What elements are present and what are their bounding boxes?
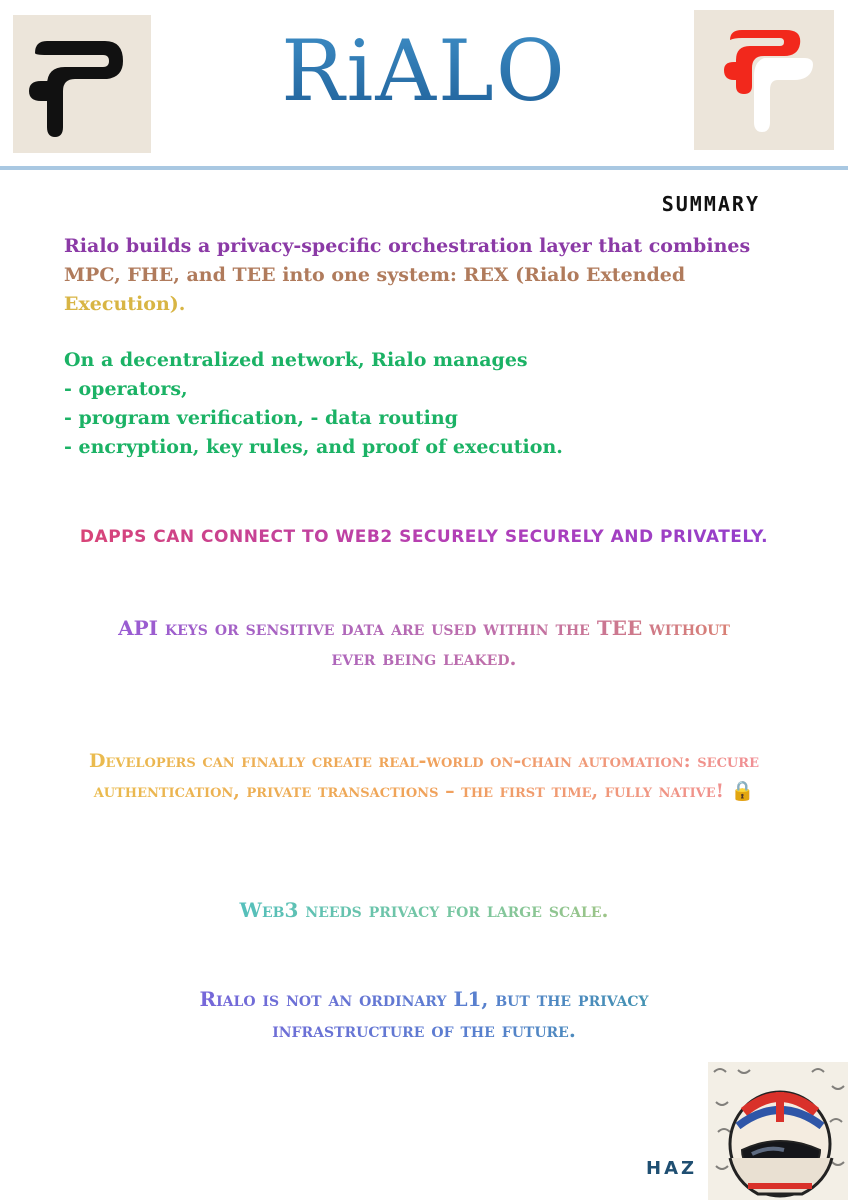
header-divider — [0, 166, 848, 170]
intro-line-3: Execution). — [64, 293, 186, 315]
list-item: - operators, — [64, 378, 188, 400]
helmet-avatar-icon — [708, 1062, 848, 1200]
dapps-statement: DAPPS CAN CONNECT TO WEB2 SECURELY SECURELY AND PRIVATELY. — [0, 527, 848, 547]
author-signature: HAZ — [646, 1158, 698, 1179]
web3-statement: Web3 needs privacy for large scale. — [0, 898, 848, 922]
rialo-red-white-mark-icon — [694, 10, 834, 150]
manages-list — [64, 346, 784, 462]
rialo-statement: Rialo is not an ordinary L1, but the privacy infrastructure of the future. — [0, 984, 848, 1046]
intro-paragraph — [64, 232, 784, 319]
intro-line-2: MPC, FHE, and TEE into one system: REX (Rialo Extended — [64, 264, 686, 286]
list-item: - program verification, - data routing — [64, 407, 458, 429]
section-label: SUMMARY — [661, 192, 760, 216]
developers-text: Developers can finally create real-world on-chain automation: secure authentication, private transactions – the first time, fully native! — [89, 750, 759, 802]
api-keys-statement: API keys or sensitive data are used within the TEE without ever being leaked. — [0, 613, 848, 673]
intro-line-1: Rialo builds a privacy-specific orchestration layer that combines — [64, 235, 751, 257]
manages-lead: On a decentralized network, Rialo manages — [64, 349, 528, 371]
brand-wordmark: RiALO — [0, 22, 848, 120]
lock-icon: 🔒 — [730, 780, 755, 802]
developers-statement — [0, 746, 848, 806]
list-item: - encryption, key rules, and proof of execution. — [64, 436, 563, 458]
rialo-logo-right — [694, 10, 834, 150]
avatar — [708, 1062, 848, 1200]
